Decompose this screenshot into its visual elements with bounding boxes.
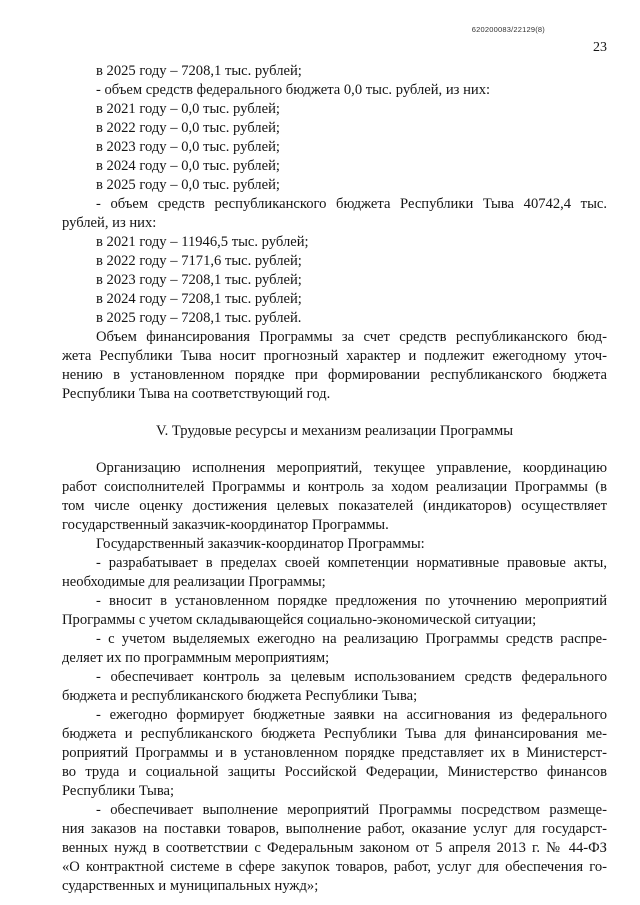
text-line: «О контрактной системе в сфере закупок товаров, работ, услуг для обеспечения го- bbox=[62, 859, 607, 875]
text-line: бюджета и республиканского бюджета Республики Тыва для финансирования ме- bbox=[62, 726, 607, 742]
text-line: необходимые для реализации Программы; bbox=[62, 574, 326, 590]
text-line: нению в установленном порядке при формировании республиканского бюджета bbox=[62, 367, 607, 383]
text-line: в 2024 году – 0,0 тыс. рублей; bbox=[96, 158, 280, 174]
text-line: роприятий Программы и в установленном порядке представляет их в Министерст- bbox=[62, 745, 607, 761]
text-line: - объем средств республиканского бюджета Республики Тыва 40742,4 тыс. bbox=[96, 196, 607, 212]
text-line: в 2021 году – 0,0 тыс. рублей; bbox=[96, 101, 280, 117]
text-line: в 2025 году – 7208,1 тыс. рублей. bbox=[96, 310, 302, 326]
text-line: сударственных и муниципальных нужд»; bbox=[62, 878, 319, 894]
text-line: венных нужд в соответствии с Федеральным законом от 5 апреля 2013 г. № 44-ФЗ bbox=[62, 840, 607, 856]
text-line: в 2025 году – 7208,1 тыс. рублей; bbox=[96, 63, 302, 79]
text-line: жета Республики Тыва носит прогнозный характер и подлежит ежегодному уточ- bbox=[62, 348, 607, 364]
text-line: - объем средств федерального бюджета 0,0 тыс. рублей, из них: bbox=[96, 82, 491, 98]
text-line: в 2024 году – 7208,1 тыс. рублей; bbox=[96, 291, 302, 307]
text-line: рублей, из них: bbox=[62, 215, 157, 231]
text-line: Республики Тыва на соответствующий год. bbox=[62, 386, 331, 402]
text-line: Республики Тыва; bbox=[62, 783, 175, 799]
text-line: работ соисполнителей Программы и контроль за ходом реализации Программы (в bbox=[62, 479, 607, 495]
text-line: - ежегодно формирует бюджетные заявки на ассигнования из федерального bbox=[96, 707, 607, 723]
document-code: 620200083/22129(8) bbox=[471, 25, 545, 34]
financing-section bbox=[62, 62, 607, 404]
text-line: Организацию исполнения мероприятий, текущее управление, координацию bbox=[96, 460, 607, 476]
text-line: в 2025 году – 0,0 тыс. рублей; bbox=[96, 177, 280, 193]
text-line: - обеспечивает выполнение мероприятий Программы посредством размеще- bbox=[96, 802, 607, 818]
text-line: в 2021 году – 11946,5 тыс. рублей; bbox=[96, 234, 309, 250]
text-line: - вносит в установленном порядке предложения по уточнению мероприятий bbox=[96, 593, 607, 609]
text-line: во труда и социальной защиты Российской Федерации, Министерство финансов bbox=[62, 764, 607, 780]
text-line: в 2022 году – 0,0 тыс. рублей; bbox=[96, 120, 280, 136]
text-line: Объем финансирования Программы за счет средств республиканского бюд- bbox=[96, 329, 607, 345]
text-line: Программы с учетом складывающейся социально-экономической ситуации; bbox=[62, 612, 537, 628]
text-line: бюджета и республиканского бюджета Республики Тыва; bbox=[62, 688, 418, 704]
section-heading: V. Трудовые ресурсы и механизм реализации Программы bbox=[155, 423, 514, 439]
text-line: - обеспечивает контроль за целевым использованием средств федерального bbox=[96, 669, 607, 685]
page-number: 23 bbox=[593, 40, 607, 55]
text-line: том числе оценку достижения целевых показателей (индикаторов) осуществляет bbox=[62, 498, 607, 514]
text-line: - с учетом выделяемых ежегодно на реализацию Программы средств распре- bbox=[96, 631, 607, 647]
text-line: государственный заказчик-координатор Программы. bbox=[62, 517, 389, 533]
text-line: в 2023 году – 0,0 тыс. рублей; bbox=[96, 139, 280, 155]
text-line: в 2023 году – 7208,1 тыс. рублей; bbox=[96, 272, 302, 288]
text-line: - разрабатывает в пределах своей компетенции нормативные правовые акты, bbox=[96, 555, 607, 571]
text-line: ния заказов на поставки товаров, выполнение работ, оказание услуг для государст- bbox=[62, 821, 607, 837]
text-line: деляет их по программным мероприятиям; bbox=[62, 650, 330, 666]
text-line: в 2022 году – 7171,6 тыс. рублей; bbox=[96, 253, 302, 269]
text-line: Государственный заказчик-координатор Программы: bbox=[96, 536, 425, 552]
labor-resources-section bbox=[62, 459, 607, 896]
document-body bbox=[62, 62, 607, 896]
